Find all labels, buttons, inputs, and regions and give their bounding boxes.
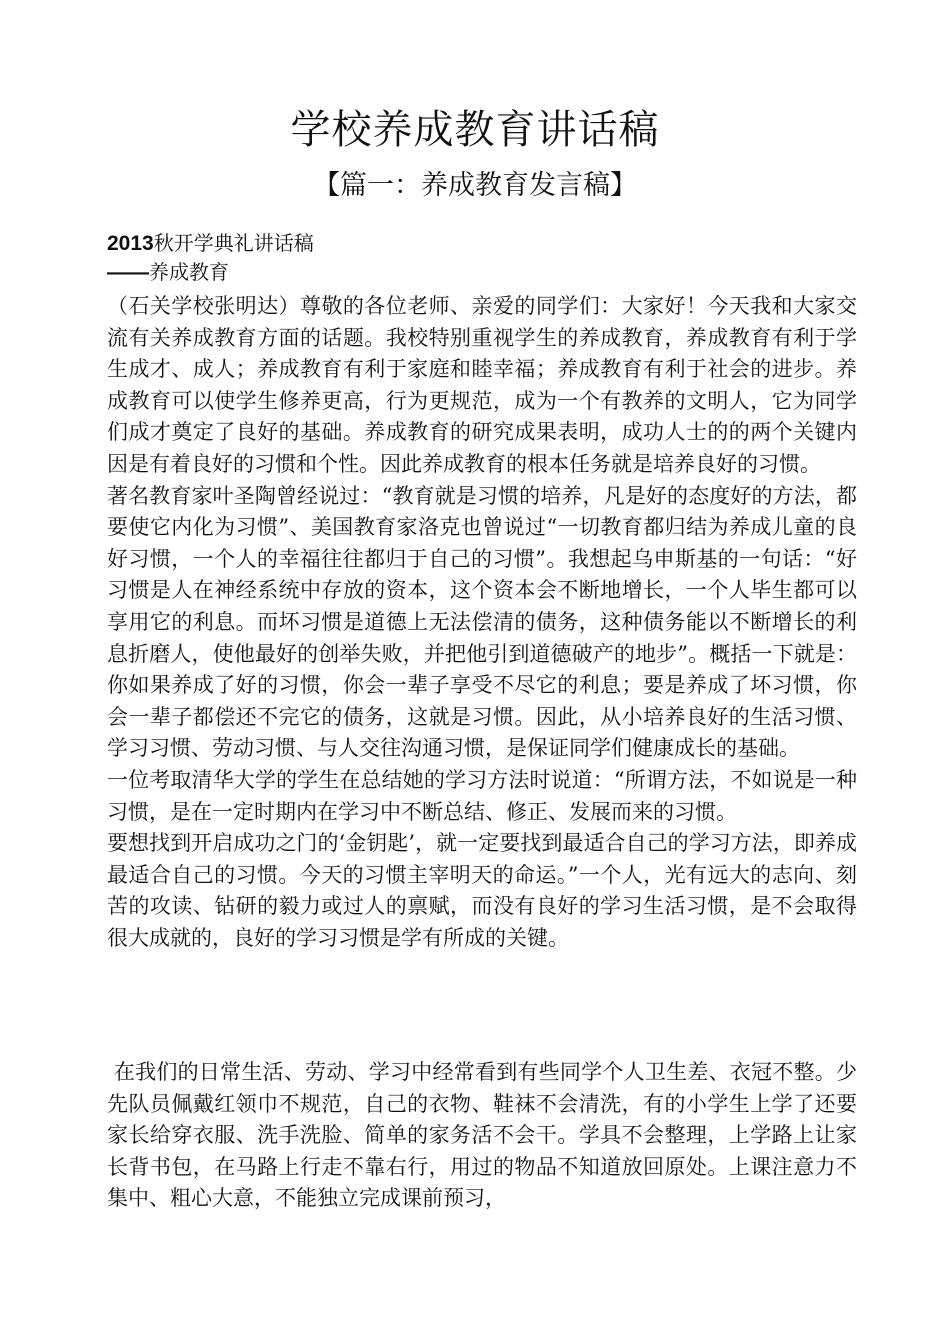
document-title: 学校养成教育讲话稿: [290, 107, 660, 153]
paragraph: 一位考取清华大学的学生在总结她的学习方法时说道：“所谓方法，不如说是一种习惯，是在一定时期内在学习中不断总结、修正、发展而来的习惯。: [107, 767, 857, 824]
speech-heading-text: 秋开学典礼讲话稿: [153, 231, 314, 255]
speech-subheading: [107, 258, 229, 287]
paragraph: 著名教育家叶圣陶曾经说过：“教育就是习惯的培养，凡是好的态度好的方法，都要使它内化为习惯”、美国教育家洛克也曾说过“一切教育都归结为养成儿童的良好习惯，一个人的幸福往往都归于自己的习惯”。我想起乌申斯基的一句话：“好习惯是人在神经系统中存放的资本，这个资本会不断地增长，一个人毕生都可以享用它的利息。而坏习惯是道德上无法偿清的债务，这种债务能以不断增长的利息折磨人，使他最好的创举失败，并把他引到道德破产的地步”。概括一下就是：你如果养成了好的习惯，你会一辈子享受不尽它的利息；要是养成了坏习惯，你会一辈子都偿还不完它的债务，这就是习惯。因此，从小培养良好的生活习惯、学习习惯、劳动习惯、与人交往沟通习惯，是保证同学们健康成长的基础。: [107, 483, 857, 761]
body-text-block-continued: [107, 1057, 857, 1215]
paragraph: （石关学校张明达）尊敬的各位老师、亲爱的同学们：大家好！今天我和大家交流有关养成教育方面的话题。我校特别重视学生的养成教育，养成教育有利于学生成才、成人；养成教育有利于家庭和睦幸福；养成教育有利于社会的进步。养成教育可以使学生修养更高，行为更规范，成为一个有教养的文明人，它为同学们成才奠定了良好的基础。养成教育的研究成果表明，成功人士的的两个关键内因是有着良好的习惯和个性。因此养成教育的根本任务就是培养良好的习惯。: [107, 294, 857, 476]
paragraph: 在我们的日常生活、劳动、学习中经常看到有些同学个人卫生差、衣冠不整。少先队员佩戴红领巾不规范，自己的衣物、鞋袜不会清洗，有的小学生上学了还要家长给穿衣服、洗手洗脸、简单的家务活不会干。学具不会整理，上学路上让家长背书包，在马路上行走不靠右行，用过的物品不知道放回原处。上课注意力不集中、粗心大意，不能独立完成课前预习，: [107, 1060, 857, 1211]
speech-subheading-text: 养成教育: [149, 260, 229, 284]
speech-heading-year: 2013: [107, 232, 154, 255]
paragraph: 要想找到开启成功之门的‘金钥匙’，就一定要找到最适合自己的学习方法，即养成最适合自己的习惯。今天的习惯主宰明天的命运。”一个人，光有远大的志向、刻苦的攻读、钻研的毅力或过人的禀赋，而没有良好的学习生活习惯，是不会取得很大成就的，良好的学习习惯是学有所成的关键。: [107, 831, 857, 950]
speech-heading: [107, 229, 314, 258]
speech-subheading-dash: ——: [107, 261, 149, 284]
body-text-block: [107, 291, 857, 954]
document-subtitle: 【篇一：养成教育发言稿】: [313, 170, 637, 201]
